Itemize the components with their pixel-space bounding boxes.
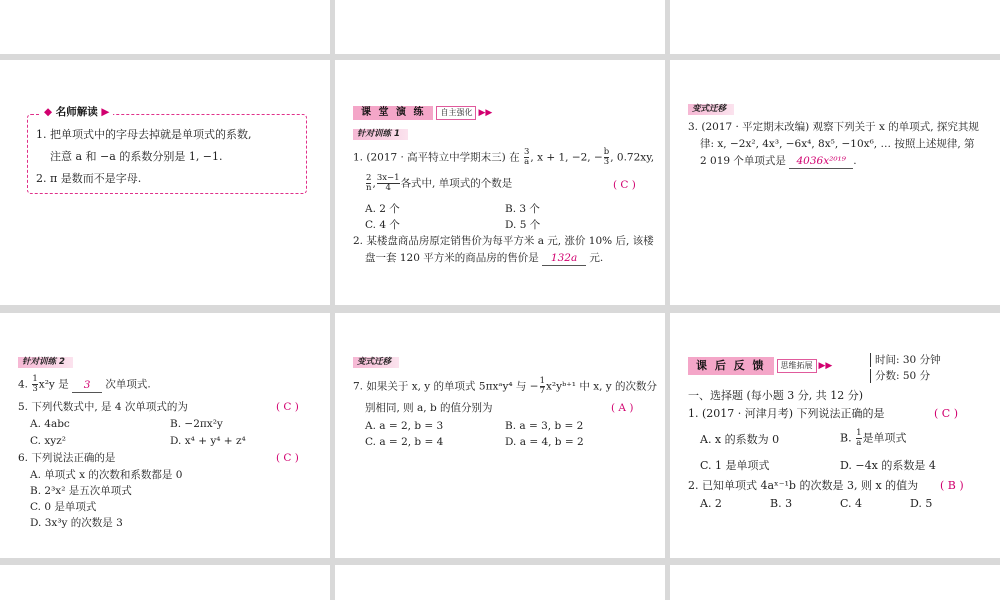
- feedback-question-2-answer: ( B ): [940, 479, 964, 492]
- question-1: 1. (2017 · 高平特立中学期末三) 在 $\frac{3}{a}$ , x + 1, −2, − $\frac{b}{3}$ , 0.72xy,: [353, 147, 655, 167]
- variant-tag-2: 变式迁移: [353, 357, 399, 368]
- q6-option-b: B. 2³x² 是五次单项式: [30, 485, 132, 497]
- q7-option-d: D. a = 4, b = 2: [505, 436, 584, 448]
- q5-option-a: A. 4abc: [30, 418, 70, 430]
- variant-tag: 变式迁移: [688, 104, 734, 115]
- fq1-option-b: B. $\frac{1}{a}$ 是单项式: [840, 428, 907, 448]
- q1-option-a: A. 2 个: [365, 203, 400, 215]
- slide-next-center: [335, 565, 665, 600]
- question-5-answer: ( C ): [276, 401, 299, 413]
- fq1-option-c: C. 1 是单项式: [700, 459, 770, 472]
- question-2-fill: 132a: [542, 251, 586, 266]
- tip-header: ◆ 名师解读 ▶: [40, 105, 113, 119]
- question-7-line2: 别相同, 则 a, b 的值分别为: [365, 402, 493, 414]
- question-3-line3: 2 019 个单项式是 4036x²⁰¹⁹ .: [700, 155, 857, 167]
- question-3-fill: 4036x²⁰¹⁹: [789, 154, 853, 169]
- feedback-question-1-answer: ( C ): [934, 407, 958, 420]
- question-7-answer: ( A ): [611, 402, 634, 414]
- section-subtitle: 自主强化: [436, 106, 476, 120]
- tip-item-1: 1. 把单项式中的字母去掉就是单项式的系数,: [36, 128, 252, 141]
- q1-option-d: D. 5 个: [505, 219, 541, 231]
- q7-option-b: B. a = 3, b = 2: [505, 420, 584, 432]
- q7-option-c: C. a = 2, b = 4: [365, 436, 444, 448]
- q6-option-a: A. 单项式 x 的次数和系数都是 0: [30, 469, 183, 481]
- slide-mid-center: [335, 60, 665, 305]
- fraction-3x-1-4: $\frac{3x-1}{4}$: [376, 173, 400, 193]
- question-7: 7. 如果关于 x, y 的单项式 5πxᵃy⁴ 与 − $\frac{1}{7}$ x²yᵇ⁺¹ 中 x, y 的次数分: [353, 376, 658, 396]
- question-2: 2. 某楼盘商品房原定销售价为每平方米 a 元, 涨价 10% 后, 该楼: [353, 235, 654, 247]
- slide-top-left: [0, 0, 330, 54]
- fraction-1-a: $\frac{1}{a}$: [856, 428, 862, 448]
- feedback-title: 课 后 反 馈: [688, 357, 774, 375]
- fq1-option-a: A. x 的系数为 0: [700, 433, 780, 446]
- feedback-question-1: 1. (2017 · 河津月考) 下列说法正确的是: [688, 407, 885, 420]
- fraction-2-n: $\frac{2}{n}$: [366, 173, 372, 193]
- section-header-feedback: [688, 359, 832, 373]
- slide-top-center: [335, 0, 665, 54]
- question-3-line2: 律: x, −2x², 4x³, −6x⁴, 8x⁵, −10x⁶, … 按照上述规律, 第: [700, 138, 975, 150]
- question-1-answer: ( C ): [613, 179, 636, 191]
- fq2-option-a: A. 2: [700, 497, 722, 510]
- tip-header-right-icon: ▶: [101, 106, 110, 118]
- slide-mid-right: [670, 60, 1000, 305]
- slide-next-right: [670, 565, 1000, 600]
- slide-bot-left: [0, 313, 330, 558]
- fraction-1-7: $\frac{1}{7}$: [539, 376, 545, 396]
- fraction-b-3: $\frac{b}{3}$: [603, 147, 610, 167]
- q5-option-d: D. x⁴ + y⁴ + z⁴: [170, 435, 246, 447]
- arrow-icon-2: ▶▶: [818, 361, 833, 371]
- arrow-icon: ▶▶: [478, 108, 493, 118]
- q6-option-d: D. 3x³y 的次数是 3: [30, 517, 123, 529]
- tip-header-left-icon: ◆: [44, 106, 53, 118]
- q7-option-a: A. a = 2, b = 3: [365, 420, 444, 432]
- time-limit: 时间: 30 分钟: [870, 353, 941, 367]
- question-6: 6. 下列说法正确的是: [18, 452, 116, 464]
- fraction-3-a: $\frac{3}{a}$: [523, 147, 530, 167]
- fraction-1-3: $\frac{1}{3}$: [32, 374, 38, 394]
- training-tag-2: 针对训练 2: [18, 357, 73, 368]
- question-5: 5. 下列代数式中, 是 4 次单项式的为: [18, 401, 188, 413]
- q5-option-c: C. xyz²: [30, 435, 66, 447]
- training-tag: 针对训练 1: [353, 129, 408, 140]
- q6-option-c: C. 0 是单项式: [30, 501, 97, 513]
- slide-mid-left: [0, 60, 330, 305]
- question-4: 4. $\frac{1}{3}$ x²y 是 3 次单项式.: [18, 374, 151, 394]
- q1-option-c: C. 4 个: [365, 219, 400, 231]
- fq2-option-d: D. 5: [910, 497, 933, 510]
- section-header-practice: [353, 106, 492, 120]
- question-1-line2: $\frac{2}{n}$ , $\frac{3x-1}{4}$ 各式中, 单项式的个数是: [366, 173, 513, 193]
- feedback-question-2: 2. 已知单项式 4aˣ⁻¹b 的次数是 3, 则 x 的值为: [688, 479, 919, 492]
- feedback-subtitle: 思维拓展: [777, 359, 817, 373]
- tip-item-1-cont: 注意 a 和 −a 的系数分别是 1, −1.: [50, 150, 223, 163]
- section-title: 课 堂 演 练: [353, 106, 433, 120]
- section-heading: 一、选择题 (每小题 3 分, 共 12 分): [688, 389, 864, 402]
- slide-top-right: [670, 0, 1000, 54]
- question-3: 3. (2017 · 平定期末改编) 观察下列关于 x 的单项式, 探究其规: [688, 121, 979, 133]
- question-2-line2: 盘一套 120 平方米的商品房的售价是 132a 元.: [365, 252, 604, 264]
- fq1-option-d: D. −4x 的系数是 4: [840, 459, 936, 472]
- slide-bot-right: [670, 313, 1000, 558]
- q5-option-b: B. −2πx²y: [170, 418, 223, 430]
- fq2-option-c: C. 4: [840, 497, 863, 510]
- slide-bot-center: [335, 313, 665, 558]
- q1-option-b: B. 3 个: [505, 203, 540, 215]
- tip-item-2: 2. π 是数而不是字母.: [36, 172, 142, 185]
- slide-next-left: [0, 565, 330, 600]
- total-score: 分数: 50 分: [870, 369, 930, 383]
- question-6-answer: ( C ): [276, 452, 299, 464]
- fq2-option-b: B. 3: [770, 497, 793, 510]
- question-4-fill: 3: [72, 378, 102, 393]
